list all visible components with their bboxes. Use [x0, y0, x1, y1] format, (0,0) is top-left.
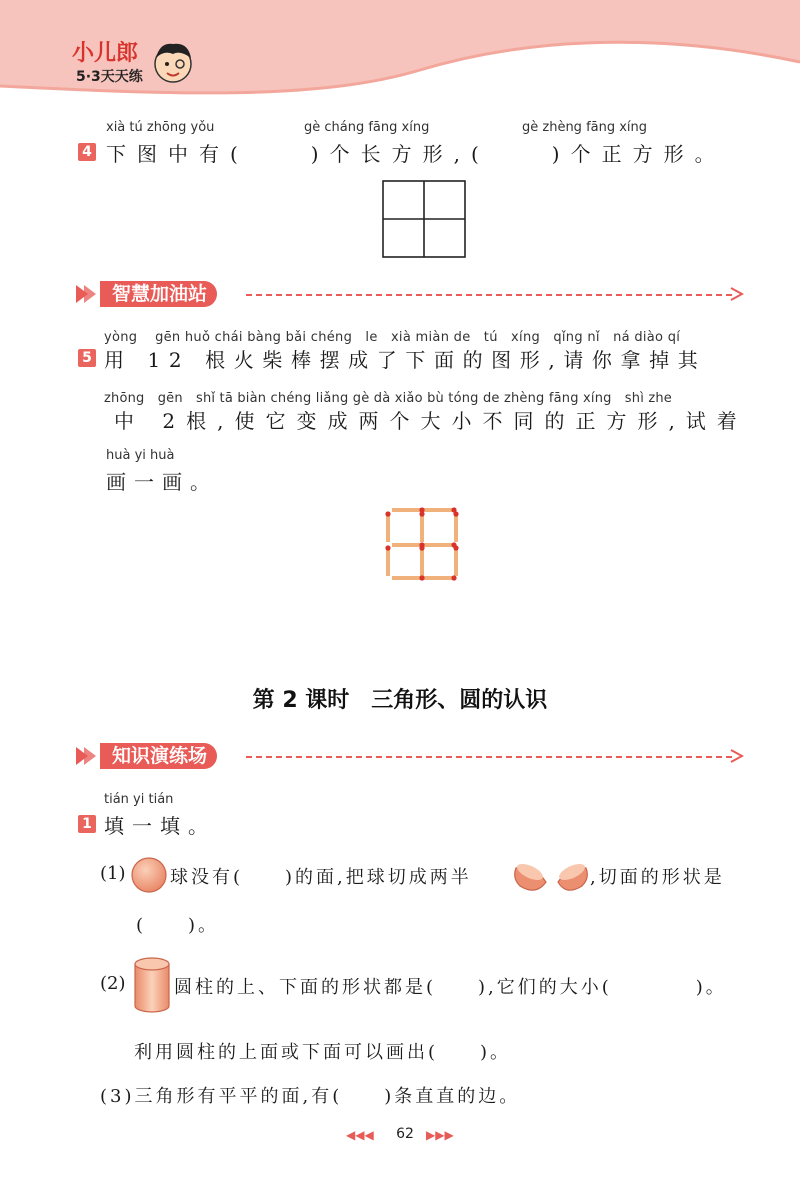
q4-number: 4 [78, 143, 96, 161]
q4-text: 下图中有( )个长方形,( )个正方形。 [106, 142, 726, 166]
lesson-title: 第 2 课时 三角形、圆的认识 [252, 688, 548, 713]
q5-line-3: 画一画。 [106, 470, 218, 494]
banner-arrow-icon [74, 281, 100, 307]
square-grid-figure [382, 180, 466, 258]
q5-pinyin-3: huà yi huà [106, 448, 175, 463]
q5-pinyin-1: yòng gēn huǒ chái bàng bǎi chéng le xià miàn de tú xíng qǐng nǐ ná diào qí [104, 330, 681, 345]
mascot-icon [150, 38, 196, 88]
ball-icon [130, 856, 168, 894]
banner-arrow-icon-2 [74, 743, 100, 769]
q1-sub2-text-b: 利用圆柱的上面或下面可以画出( )。 [134, 1042, 512, 1063]
q5-pinyin-2: zhōng gēn shǐ tā biàn chéng liǎng gè dà xiǎo bù tóng de zhèng fāng xíng shì zhe [104, 391, 673, 406]
q5-line-1: 用 12 根火柴棒摆成了下面的图形,请你拿掉其 [104, 348, 707, 372]
q1-sub1-text-c: ( )。 [136, 915, 220, 936]
banner-dashed-line-2 [246, 756, 732, 758]
q1-sub2-text-a: 圆柱的上、下面的形状都是( ),它们的大小( )。 [174, 977, 727, 998]
q1-sub2-label: (2) [100, 973, 126, 994]
q1-pinyin: tián yi tián [104, 792, 174, 807]
page-number: 62 [396, 1126, 414, 1142]
arrow-right-icon [730, 287, 744, 301]
q1-sub1-text-b: ,切面的形状是 [590, 867, 725, 888]
cylinder-icon [132, 956, 172, 1016]
q5-number: 5 [78, 349, 96, 367]
banner-dashed-line [246, 294, 732, 296]
arrow-right-icon-2 [730, 749, 744, 763]
q1-sub1-text-a: 球没有( )的面,把球切成两半 [170, 867, 472, 888]
matchstick-figure [378, 502, 468, 584]
q1-number: 1 [78, 815, 96, 833]
half-balls-icon [512, 860, 590, 894]
q1-sub3-text: (3)三角形有平平的面,有( )条直直的边。 [100, 1086, 521, 1107]
q4-pinyin-a: xià tú zhōng yǒu [106, 120, 215, 135]
section-knowledge-title: 知识演练场 [100, 743, 217, 769]
page-prev-arrows-icon: ◀◀◀ [346, 1128, 374, 1142]
q1-text: 填一填。 [104, 814, 216, 838]
series-name: 5·3天天练 [76, 69, 143, 85]
brand-logo [72, 36, 138, 67]
q5-line-2: 中 2根,使它变成两个大小不同的正方形,试着 [114, 409, 748, 433]
page-next-arrows-icon: ▶▶▶ [426, 1128, 454, 1142]
section-wisdom-title: 智慧加油站 [100, 281, 217, 307]
q4-pinyin-c: gè zhèng fāng xíng [522, 120, 648, 135]
q1-sub1-label: (1) [100, 863, 126, 884]
brand-name: 小儿郎 [72, 41, 139, 66]
q4-pinyin-b: gè cháng fāng xíng [304, 120, 430, 135]
